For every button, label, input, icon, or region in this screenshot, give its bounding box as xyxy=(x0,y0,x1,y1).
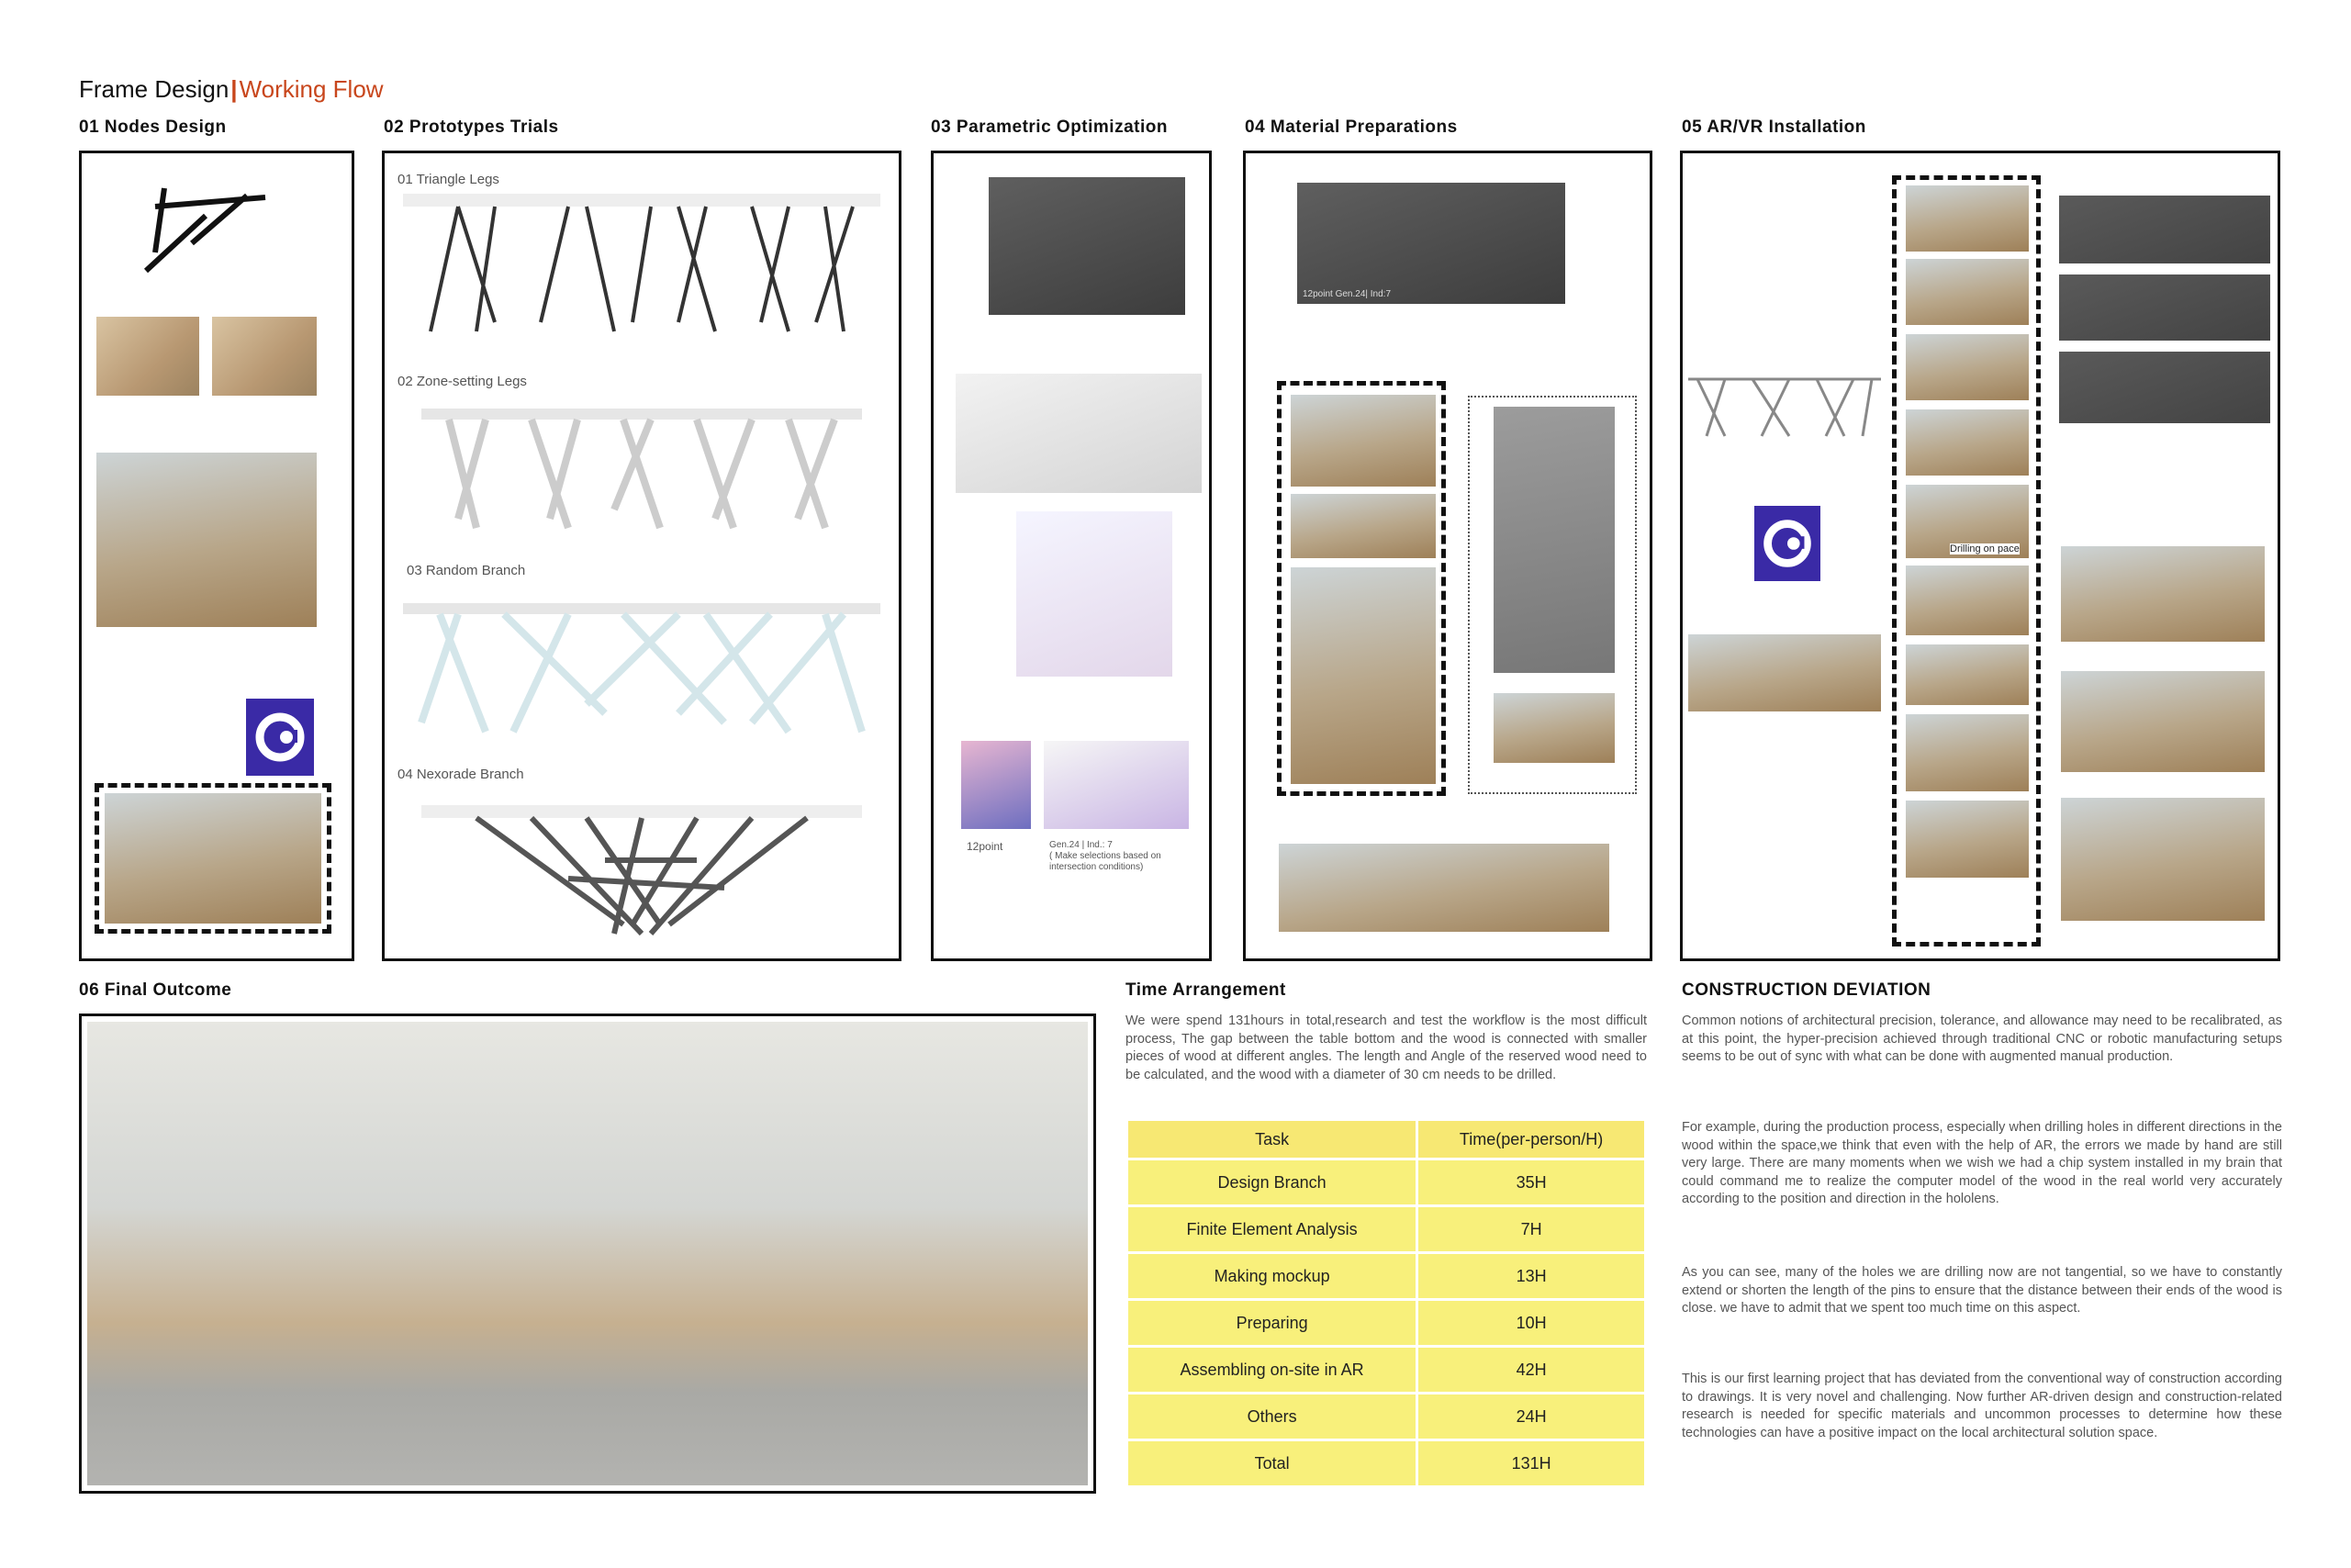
arvr-progress-2 xyxy=(2061,671,2265,772)
material-dotted-frame xyxy=(1468,396,1637,794)
panel-parametric xyxy=(931,151,1212,961)
label-random-branch: 03 Random Branch xyxy=(407,563,526,578)
heading-parametric: 03 Parametric Optimization xyxy=(931,118,1168,137)
heading-arvr: 05 AR/VR Installation xyxy=(1682,118,1866,137)
heading-material: 04 Material Preparations xyxy=(1245,118,1458,137)
nexorade-render xyxy=(421,805,862,943)
heading-prototypes: 02 Prototypes Trials xyxy=(384,118,559,137)
deviation-p2: For example, during the production process, especially when drilling holes in different directions in the wood within the space,we think that even with the help of AR, the errors we made by hand are still very large. There are many moments when we wish we had a chip system installed in my brain that could command me to realize the computer model of the wood in the real world very accurately according to the position and direction in the hololens. xyxy=(1682,1120,2282,1206)
time-cell: 24H xyxy=(1417,1394,1646,1440)
table-row xyxy=(1127,1440,1646,1487)
arvr-wireframe xyxy=(1688,372,1881,445)
col-time: Time(per-person/H) xyxy=(1417,1120,1646,1159)
random-branch-render xyxy=(403,603,880,741)
heading-time: Time Arrangement xyxy=(1125,980,1286,1000)
gen-render xyxy=(1044,741,1189,829)
arvr-step-8 xyxy=(1906,714,2029,791)
logo-icon-arvr xyxy=(1754,506,1820,581)
material-photo-3 xyxy=(1291,567,1436,784)
material-photo-2 xyxy=(1291,494,1436,558)
task-cell: Assembling on-site in AR xyxy=(1127,1347,1417,1394)
node-sketch xyxy=(137,179,274,280)
task-cell: Total xyxy=(1127,1440,1417,1487)
time-description: We were spend 131hours in total,research and test the workflow is the most difficult process, The gap between the table bottom and the wood is connected with smaller pieces of wood at different angles. The length and Angle of the reserved wood need to be calculated, and the wood with a diameter of 30 cm needs to be drilled. xyxy=(1125,1014,1647,1082)
task-cell: Finite Element Analysis xyxy=(1127,1206,1417,1253)
point-heatmap xyxy=(961,741,1031,829)
node-mockup-photo xyxy=(96,453,317,627)
title-accent: Working Flow xyxy=(239,75,384,103)
time-cell: 42H xyxy=(1417,1347,1646,1394)
arvr-dashed-frame xyxy=(1892,175,2041,946)
panel-arvr xyxy=(1680,151,2280,961)
time-cell: 131H xyxy=(1417,1440,1646,1487)
deviation-p4: This is our first learning project that has deviated from the conventional way of construction according to drawings. It is very novel and challenging. Now further AR-driven design and construction-related research is needed for specific materials and uncommon processes to determine how these technologies can have a positive impact on the local architectural solution space. xyxy=(1682,1372,2282,1440)
label-triangle-legs: 01 Triangle Legs xyxy=(397,172,499,187)
arvr-step-9 xyxy=(1906,801,2029,878)
label-zone-legs: 02 Zone-setting Legs xyxy=(397,374,527,389)
arvr-progress-1 xyxy=(2061,546,2265,642)
arvr-step-1 xyxy=(1906,185,2029,252)
task-cell: Making mockup xyxy=(1127,1253,1417,1300)
node-photo-2 xyxy=(212,317,317,396)
triangle-legs-render xyxy=(403,194,880,341)
parametric-heatmaps xyxy=(1016,511,1172,677)
zone-legs-render xyxy=(421,409,862,537)
arvr-step-4 xyxy=(1906,409,2029,476)
time-cell: 13H xyxy=(1417,1253,1646,1300)
nodes-ar-photo xyxy=(105,793,321,924)
label-12point: 12point xyxy=(967,840,1003,853)
panel-material xyxy=(1243,151,1652,961)
arvr-hololens-2 xyxy=(2059,274,2270,341)
table-row xyxy=(1127,1253,1646,1300)
task-cell: Preparing xyxy=(1127,1300,1417,1347)
title-main: Frame Design xyxy=(79,75,230,103)
arvr-hololens-1 xyxy=(2059,196,2270,263)
table-row xyxy=(1127,1159,1646,1206)
material-render xyxy=(1297,183,1565,304)
table-row xyxy=(1127,1347,1646,1394)
table-row xyxy=(1127,1300,1646,1347)
panel-prototypes xyxy=(382,151,901,961)
material-bar-photo xyxy=(1279,844,1609,932)
heading-final: 06 Final Outcome xyxy=(79,980,232,1000)
deviation-p1: Common notions of architectural precision, tolerance, and allowance may need to be recalibrated, as at this point, the hyper-precision achieved through traditional CNC or robotic manufacturing setups seems to be out of sync with what can be done with augmented manual production. xyxy=(1682,1014,2282,1064)
material-pins-render xyxy=(1494,407,1615,673)
table-row xyxy=(1127,1206,1646,1253)
node-photo-1 xyxy=(96,317,199,396)
gen-label: Gen.24 | Ind.: 7 xyxy=(1049,840,1113,850)
arvr-progress-3 xyxy=(2061,798,2265,921)
gen-note: ( Make selections based on intersection conditions) xyxy=(1049,851,1161,872)
deviation-p3: As you can see, many of the holes we are drilling now are not tangential, so we have to constantly extend or shorten the length of the pins to ensure that the distance between their ends of the wood is close. we have to admit that we spent too much time on this aspect. xyxy=(1682,1265,2282,1316)
label-drilling: Drilling on pace xyxy=(1950,543,2020,554)
material-photo-4 xyxy=(1494,693,1615,763)
arvr-step-6 xyxy=(1906,566,2029,635)
parametric-graphs xyxy=(956,374,1202,493)
material-photo-1 xyxy=(1291,395,1436,487)
col-task: Task xyxy=(1127,1120,1417,1159)
heading-deviation: CONSTRUCTION DEVIATION xyxy=(1682,980,1931,1000)
panel-nodes xyxy=(79,151,354,961)
panel-final xyxy=(79,1014,1096,1494)
time-cell: 35H xyxy=(1417,1159,1646,1206)
label-nexorade-branch: 04 Nexorade Branch xyxy=(397,767,524,782)
arvr-step-7 xyxy=(1906,644,2029,705)
arvr-step-2 xyxy=(1906,259,2029,325)
table-row xyxy=(1127,1394,1646,1440)
page-title: Frame Design|Working Flow xyxy=(79,75,384,103)
arvr-assembly-photo xyxy=(1688,634,1881,711)
task-cell: Others xyxy=(1127,1394,1417,1440)
label-gen xyxy=(1049,840,1209,873)
time-cell: 7H xyxy=(1417,1206,1646,1253)
arvr-hololens-3 xyxy=(2059,352,2270,423)
time-table-header xyxy=(1127,1120,1646,1159)
material-dashed-frame xyxy=(1277,381,1446,796)
nodes-dashed-frame xyxy=(95,783,331,934)
heading-nodes: 01 Nodes Design xyxy=(79,118,227,137)
arvr-step-3 xyxy=(1906,334,2029,400)
time-cell: 10H xyxy=(1417,1300,1646,1347)
material-caption: 12point Gen.24| Ind:7 xyxy=(1303,289,1392,299)
logo-icon xyxy=(246,699,314,776)
final-outcome-photo xyxy=(87,1022,1088,1485)
time-table xyxy=(1125,1118,1647,1488)
parametric-renders xyxy=(989,177,1185,315)
task-cell: Design Branch xyxy=(1127,1159,1417,1206)
